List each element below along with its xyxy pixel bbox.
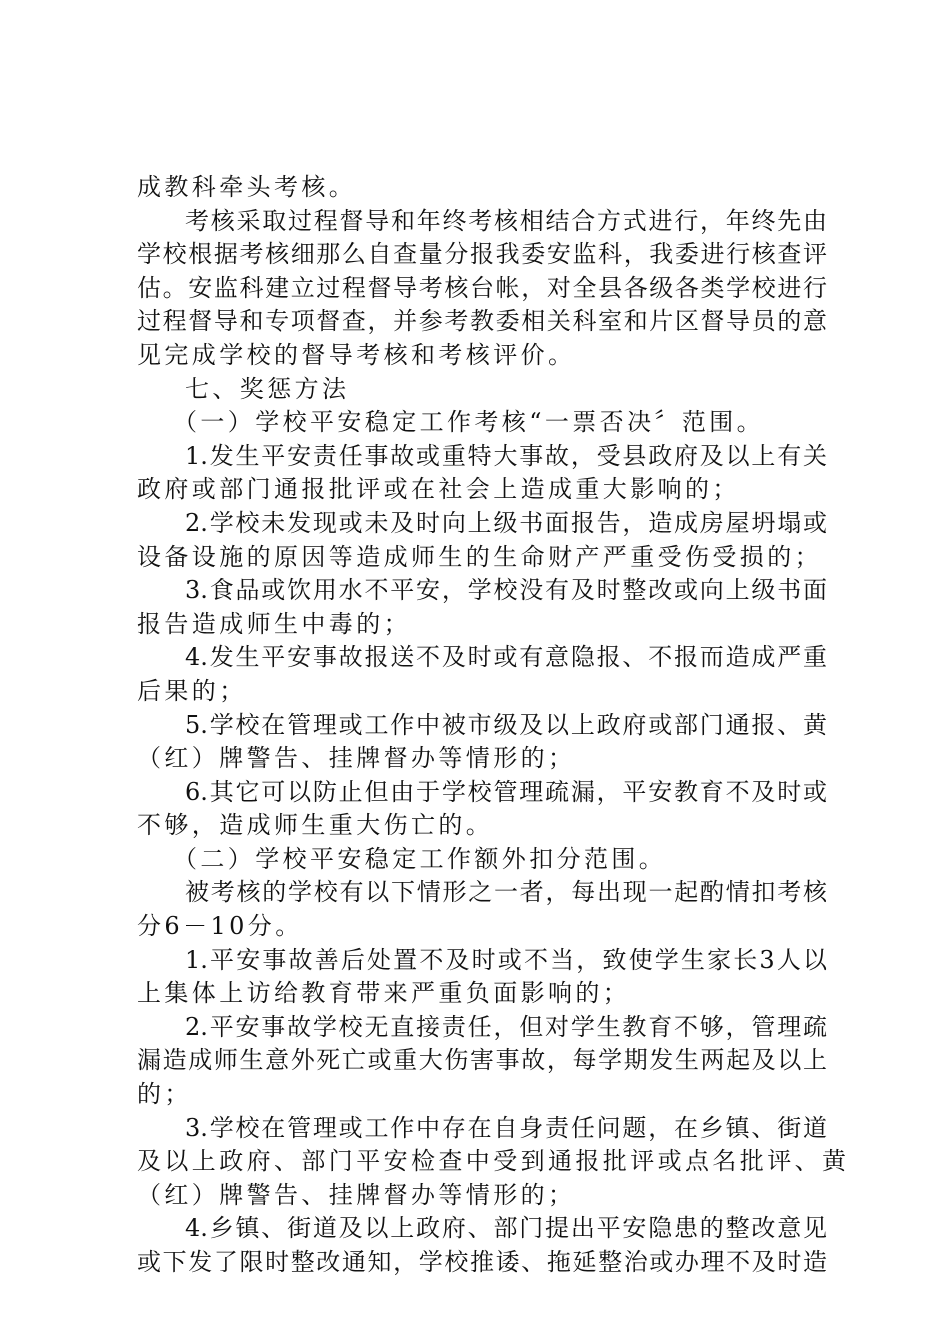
text-line: 的；	[137, 1080, 192, 1109]
text-line: 1.平安事故善后处置不及时或不当，致使学生家长3人以	[185, 945, 827, 974]
text-line: 2.平安事故学校无直接责任，但对学生教育不够，管理疏	[185, 1012, 827, 1041]
text-line: 设备设施的原因等造成师生的生命财产严重受伤受损的；	[137, 542, 822, 571]
text-line: 见完成学校的督导考核和考核评价。	[137, 340, 576, 369]
text-line: 4.发生平安事故报送不及时或有意隐报、不报而造成严重	[185, 643, 827, 672]
text-line: （红）牌警告、挂牌督办等情形的；	[137, 1180, 576, 1209]
subsection-heading: （一）学校平安稳定工作考核“一票否决〞范围。	[173, 408, 765, 437]
text-line: 3.学校在管理或工作中存在自身责任问题，在乡镇、街道	[185, 1113, 827, 1142]
section-heading: 七、奖惩方法	[185, 374, 350, 403]
text-line: 政府或部门通报批评或在社会上造成重大影响的；	[137, 475, 740, 504]
text-line: 过程督导和专项督查，并参考教委相关科室和片区督导员的意	[137, 307, 827, 336]
text-line: 或下发了限时整改通知，学校推诿、拖延整治或办理不及时造	[137, 1248, 827, 1276]
text-line: 2.学校未发现或未及时向上级书面报告，造成房屋坍塌或	[185, 508, 827, 537]
text-line: 学校根据考核细那么自查量分报我委安监科，我委进行核查评	[137, 240, 827, 269]
text-line: 被考核的学校有以下情形之一者，每出现一起酌情扣考核	[185, 878, 827, 907]
text-line: 考核采取过程督导和年终考核相结合方式进行，年终先由	[185, 206, 827, 235]
text-line: 5.学校在管理或工作中被市级及以上政府或部门通报、黄	[185, 710, 827, 739]
subsection-heading: （二）学校平安稳定工作额外扣分范围。	[173, 844, 667, 873]
text-line: 后果的；	[137, 676, 247, 705]
text-line: 漏造成师生意外死亡或重大伤害事故，每学期发生两起及以上	[137, 1046, 827, 1075]
text-line: （红）牌警告、挂牌督办等情形的；	[137, 744, 576, 773]
text-line: 6.其它可以防止但由于学校管理疏漏，平安教育不及时或	[185, 777, 827, 806]
text-line: 分6－10分。	[137, 912, 303, 941]
text-line: 及以上政府、部门平安检查中受到通报批评或点名批评、黄	[137, 1147, 850, 1176]
text-line: 报告造成师生中毒的；	[137, 609, 411, 638]
text-line: 4.乡镇、街道及以上政府、部门提出平安隐患的整改意见	[185, 1214, 827, 1243]
text-line: 上集体上访给教育带来严重负面影响的；	[137, 979, 631, 1008]
text-line: 3.食品或饮用水不平安，学校没有及时整改或向上级书面	[185, 576, 827, 605]
text-line: 1.发生平安责任事故或重特大事故，受县政府及以上有关	[185, 441, 827, 470]
text-line: 成教科牵头考核。	[137, 173, 357, 201]
text-line: 不够，造成师生重大伤亡的。	[137, 811, 494, 840]
text-line: 估。安监科建立过程督导考核台帐，对全县各级各类学校进行	[137, 273, 827, 302]
document-body	[137, 171, 850, 1280]
